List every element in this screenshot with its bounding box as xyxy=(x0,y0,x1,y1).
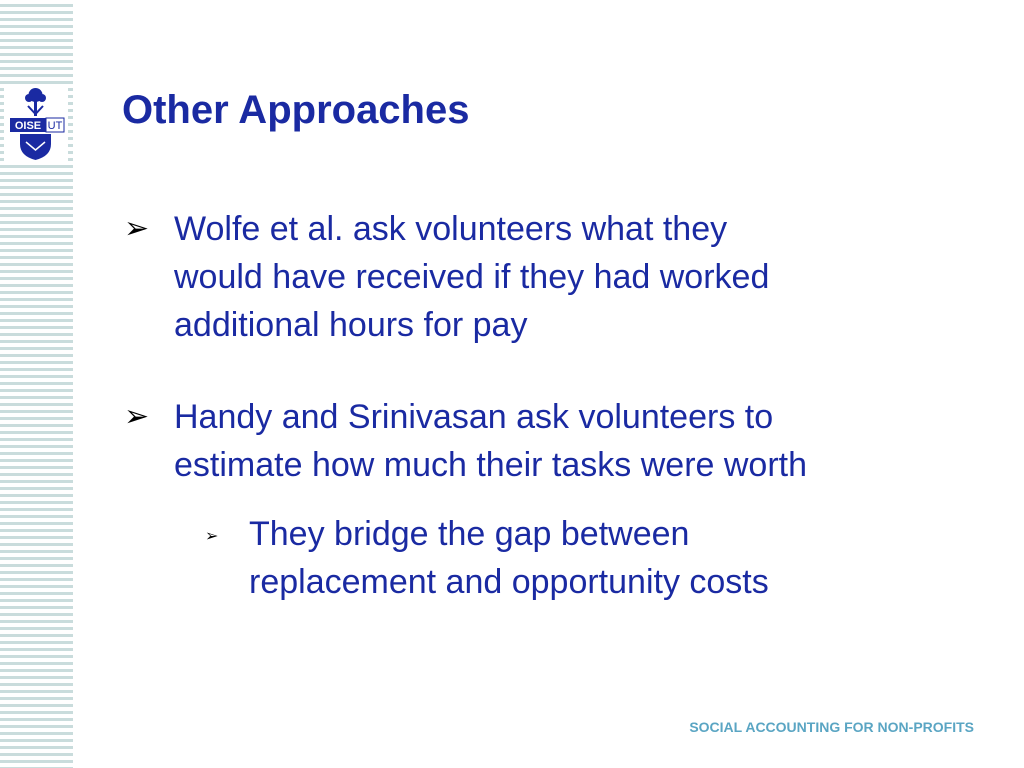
slide-title: Other Approaches xyxy=(122,88,470,132)
small-arrow-bullet-icon: ➢ xyxy=(205,526,219,545)
bullet-text xyxy=(174,205,994,349)
sub-bullet-line: They bridge the gap between xyxy=(249,515,690,553)
sub-bullet-line: replacement and opportunity costs xyxy=(249,563,769,601)
bullet-line: additional hours for pay xyxy=(174,306,528,344)
arrow-bullet-icon: ➢ xyxy=(124,211,150,246)
slide-footer: SOCIAL ACCOUNTING FOR NON-PROFITS xyxy=(689,719,974,735)
sub-bullet-text xyxy=(249,510,969,606)
bullet-line: Handy and Srinivasan ask volunteers to xyxy=(174,398,774,436)
logo-text-right: UT xyxy=(47,120,63,132)
oise-ut-logo xyxy=(4,84,68,162)
bullet-line: would have received if they had worked xyxy=(174,258,770,296)
bullet-line: Wolfe et al. ask volunteers what they xyxy=(174,210,728,248)
arrow-bullet-icon: ➢ xyxy=(124,399,150,434)
oise-ut-crest-icon xyxy=(4,84,68,162)
bullet-text xyxy=(174,393,994,489)
logo-text-left: OISE xyxy=(14,120,42,132)
bullet-line: estimate how much their tasks were worth xyxy=(174,446,808,484)
